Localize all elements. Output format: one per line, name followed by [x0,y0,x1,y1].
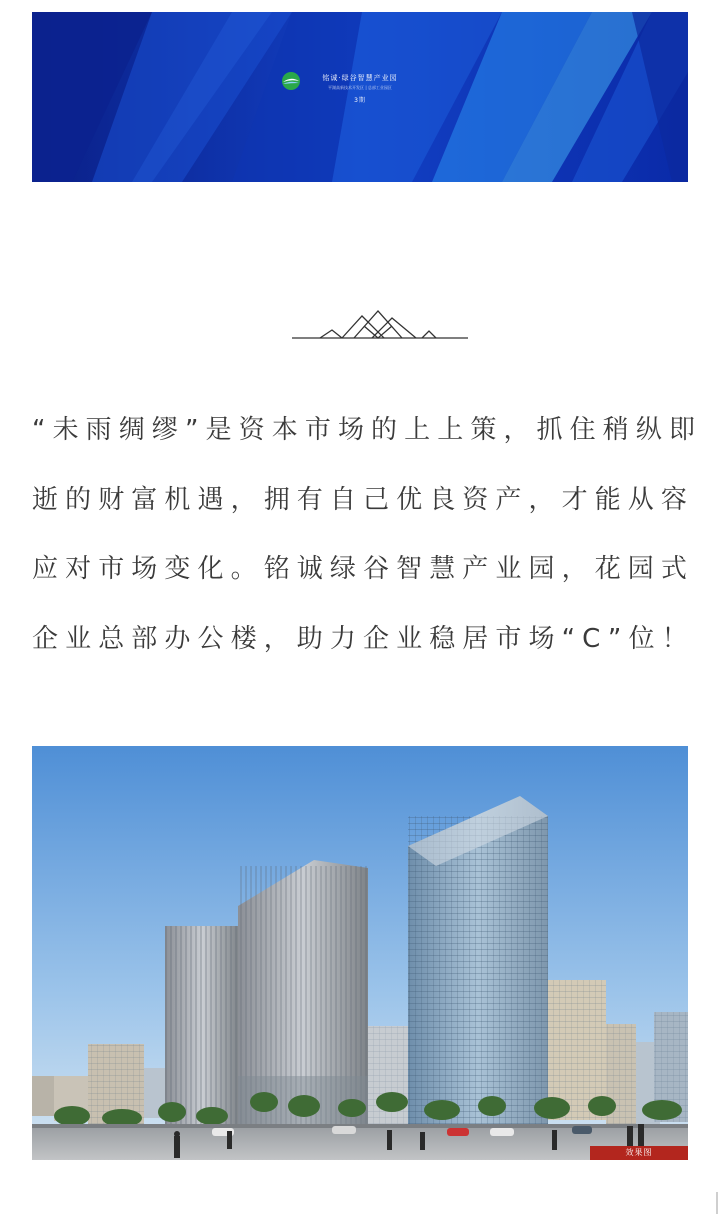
rendering-label: 效果图 [590,1146,688,1160]
park-subtitle: 平湖高新技术开发区 | 总部工业园区 [328,85,392,90]
park-name: 铭诚·绿谷智慧产业园 [322,74,398,82]
header-banner [32,12,688,182]
article-line: 逝的财富机遇，拥有自己优良资产，才能从容 [32,484,695,515]
building-rendering-image [32,746,688,1160]
building-illustration [32,746,688,1160]
park-logo [280,70,440,104]
scroll-indicator [716,1192,718,1214]
article-line: “未雨绸缪”是资本市场的上上策，抓住稍纵即 [32,415,703,445]
mountain-divider-icon [292,308,468,340]
article-line: 应对市场变化。铭诚绿谷智慧产业园，花园式 [32,554,695,584]
article-paragraph [32,396,703,674]
park-phase: 3期 [354,97,366,104]
article-line: 企业总部办公楼，助力企业稳居市场“C”位！ [32,623,695,654]
